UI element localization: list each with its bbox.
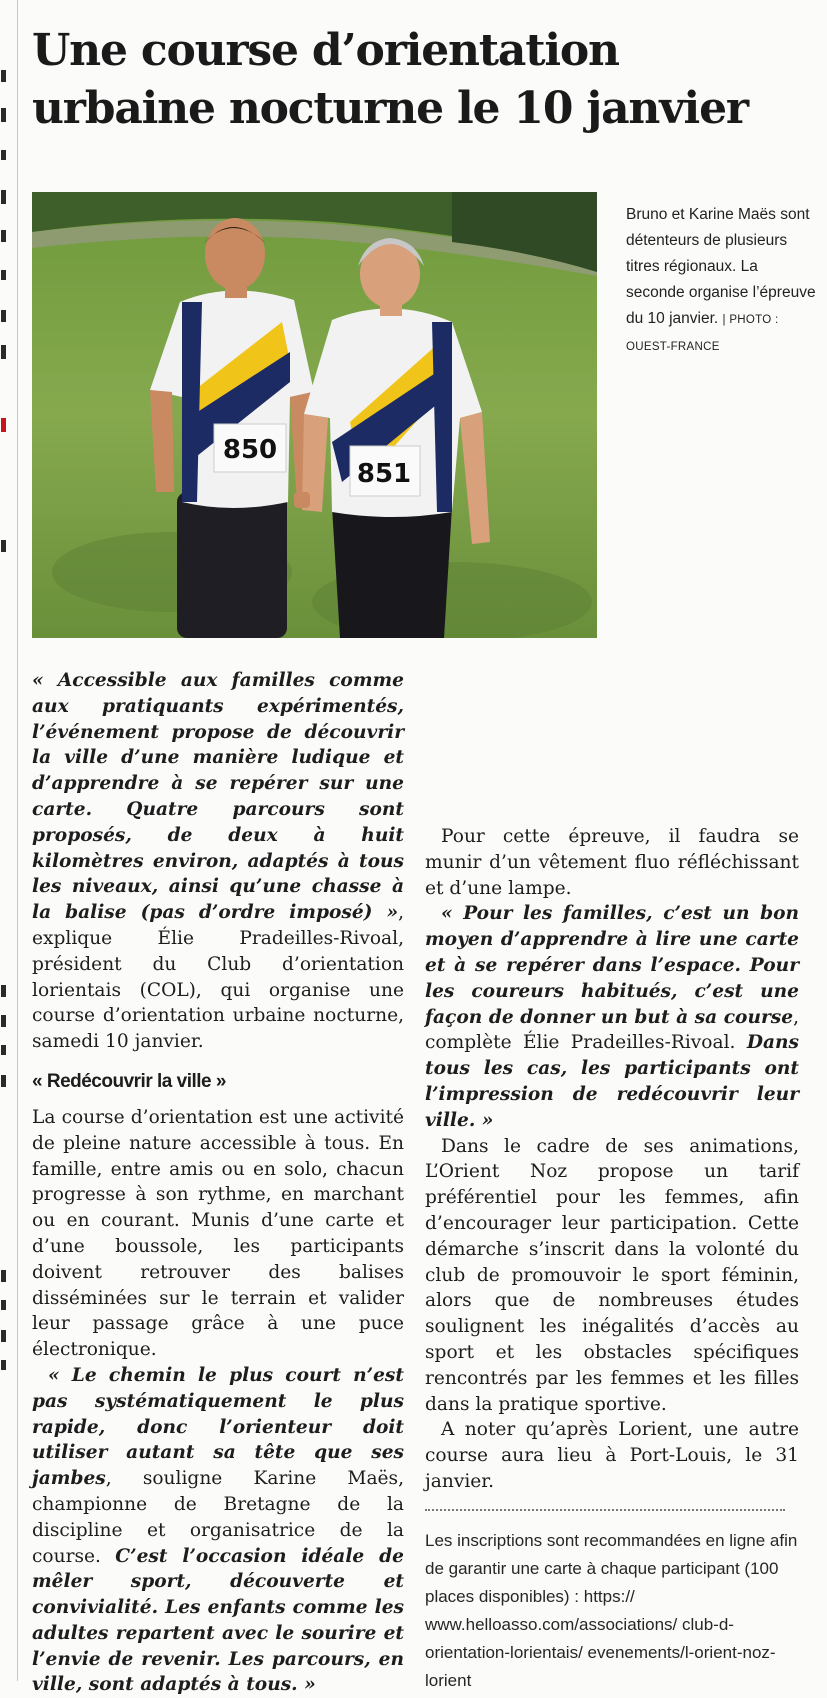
paragraph-intro: « Accessible aux familles comme aux pratiquants expérimentés, l’événement propose de découvrir la ville d’une manière ludique et d’apprendre à se repérer sur une carte. Quatre parcours sont proposés, de deux à huit kilomètres environ, adaptés à tous les niveaux, ainsi qu’une chasse à la balise (pas d’ordre imposé) », explique Élie Pradeilles-Rivoal, président du Club d’orientation lorientais (COL), qui organise une course d’orientation urbaine nocturne, samedi 10 janvier. bbox=[32, 670, 404, 1053]
paragraph-elie-quote: « Pour les familles, c’est un bon moyen d’apprendre à lire une carte et à se repérer dans l’espace. Pour les coureurs habitués, c’est une façon de donner un but à sa course, complète Élie Pradeilles-Rivoal. Dans tous les cas, les participants ont l’impression de redécouvrir leur ville. » bbox=[425, 903, 799, 1131]
paragraph-women-rate: Dans le cadre de ses animations, L’Orient Noz propose un tarif préférentiel pour les femmes, afin d’encourager leur participation. Cette démarche s’inscrit dans la volonté du club de promouvoir le sport féminin, alors que de nombreuses études soulignent les inégalités d’accès au sport et les obstacles spécifiques rencontrés par les femmes et les filles dans la pratique sportive. bbox=[425, 1135, 799, 1415]
article-subhead: « Redécouvrir la ville » bbox=[32, 1070, 226, 1092]
bib-851: 851 bbox=[356, 459, 412, 489]
caption-text: Bruno et Karine Maës sont détenteurs de plusieurs titres régionaux. La seconde organise l’épreuve du 10 janvier. bbox=[626, 206, 816, 327]
article-column-1 bbox=[32, 668, 404, 1698]
photo-caption bbox=[626, 202, 816, 360]
paragraph-activity: La course d’orientation est une activité de pleine nature accessible à tous. En famille, entre amis ou en solo, chacun progresse à son rythme, en marchant ou en courant. Munis d’une carte et d’une boussole, les participants doivent retrouver des balises disséminées sur le terrain et valider leur passage grâce à une puce électronique. bbox=[32, 1106, 404, 1361]
article-photo bbox=[32, 192, 597, 638]
column-rule bbox=[17, 0, 18, 1681]
paragraph-port-louis: A noter qu’après Lorient, une autre course aura lieu à Port-Louis, le 31 janvier. bbox=[425, 1419, 799, 1492]
bib-850: 850 bbox=[222, 435, 278, 465]
registration-info: Les inscriptions sont recommandées en ligne afin de garantir une carte à chaque participant (100 places disponibles) : https:// www.helloasso.com/associations/ club-d-orientation-lorientais/ evenements/l-orient-noz-lorient bbox=[425, 1530, 798, 1690]
paragraph-equipment: Pour cette épreuve, il faudra se munir d’un vêtement fluo réfléchissant et d’une lampe. bbox=[425, 826, 799, 899]
article-headline: Une course d’orientation urbaine nocturne le 10 janvier bbox=[32, 25, 748, 134]
photo-credit: | PHOTO : OUEST-FRANCE bbox=[626, 314, 779, 353]
article-column-2 bbox=[425, 824, 799, 1695]
adjacent-article-edge bbox=[0, 0, 12, 1681]
paragraph-karine-quote: « Le chemin le plus court n’est pas systématiquement le plus rapide, donc l’orienteur doit utiliser autant sa tête que ses jambes, souligne Karine Maës, championne de Bretagne de la discipline et organisatrice de la course. C’est l’occasion idéale de mêler sport, découverte et convivialité. Les enfants comme les adultes repartent avec le sourire et l’envie de revenir. Les parcours, en ville, sont adaptés à tous. » bbox=[32, 1364, 404, 1696]
dotted-separator bbox=[425, 1509, 785, 1511]
